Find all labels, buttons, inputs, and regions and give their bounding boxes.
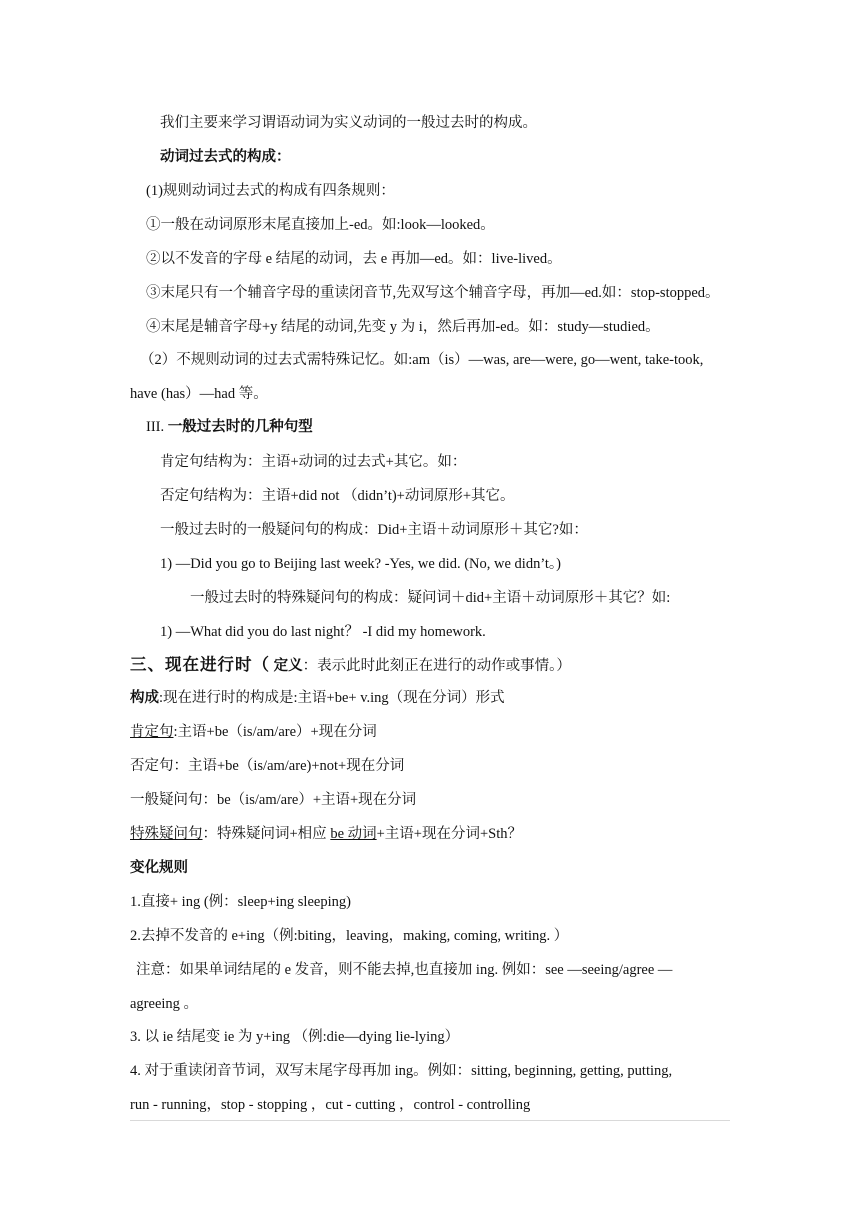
special-question-label: 特殊疑问句 [130,826,203,842]
special-question-line [130,824,522,844]
general-question-line: 一般疑问句：be（is/am/are）+主语+现在分词 [130,792,417,808]
affirmative-text: :主语+be（is/am/are）+现在分词 [173,724,377,740]
definition-text: ：表示此时此刻正在进行的动作或事情。） [302,658,571,674]
change-rules-heading: 变化规则 [130,860,188,876]
composition-text: :现在进行时的构成是:主语+be+ v.ing（现在分词）形式 [159,690,505,706]
special-question-structure: 一般过去时的特殊疑问句的构成：疑问词＋did+主语＋动词原形＋其它？如: [190,590,671,606]
affirmative-line [130,722,377,742]
present-continuous-title: 三、现在进行时（ [130,655,270,674]
section-3-heading [146,417,313,437]
rule-4: ④末尾是辅音字母+y 结尾的动词,先变 y 为 i，然后再加-ed。如：study—studied。 [146,319,660,335]
change-rule-2: 2.去掉不发音的 e+ing（例:biting，leaving，making, coming, writing. ） [130,928,569,944]
negative-structure: 否定句结构为：主语+did not （didn’t)+动词原形+其它。 [160,488,515,504]
rule-2: ②以不发音的字母 e 结尾的动词，去 e 再加—ed。如：live-lived。 [146,251,562,267]
irregular-verbs-line-1: （2）不规则动词的过去式需特殊记忆。如:am（is）—was, are—were, go—went, take-took, [140,352,704,368]
intro-text: 我们主要来学习谓语动词为实义动词的一般过去时的构成。 [160,115,537,131]
rule-3: ③末尾只有一个辅音字母的重读闭音节,先双写这个辅音字母，再加—ed.如：stop-stopped。 [146,285,720,301]
irregular-verbs-line-2: have (has）—had 等。 [130,386,268,402]
change-rule-4-line-1: 4. 对于重读闭音节词，双写末尾字母再加 ing。例如：sitting, beginning, getting, putting, [130,1063,673,1079]
example-2: 1) —What did you do last night？ -I did my homework. [160,624,486,640]
change-rule-3: 3. 以 ie 结尾变 ie 为 y+ing （例:die—dying lie-lying） [130,1029,460,1045]
special-question-text-a: ：特殊疑问词+相应 [202,826,331,842]
bottom-divider [130,1120,730,1121]
composition-line [130,688,505,708]
be-verb-underlined: be 动词 [330,826,377,842]
affirmative-structure: 肯定句结构为：主语+动词的过去式+其它。如： [160,454,467,470]
regular-rules-intro: (1)规则动词过去式的构成有四条规则： [146,183,395,199]
section-3-number: III. [146,419,165,435]
change-rule-1: 1.直接+ ing (例：sleep+ing sleeping) [130,894,351,910]
section-3-title: 一般过去时的几种句型 [167,419,313,435]
present-continuous-heading [130,655,571,676]
definition-label: 定义 [273,658,303,674]
change-rule-4-line-2: run - running，stop - stopping ，cut - cutting ，control - controlling [130,1097,531,1113]
example-1: 1) —Did you go to Beijing last week? -Yes, we did. (No, we didn’t。) [160,556,561,572]
rule-1: ①一般在动词原形末尾直接加上-ed。如:look—looked。 [146,217,495,233]
note-line-2: agreeing 。 [130,996,199,1012]
note-line-1: 注意：如果单词结尾的 e 发音，则不能去掉,也直接加 ing. 例如：see —seeing/agree — [136,962,673,978]
special-question-text-b: +主语+现在分词+Sth？ [376,826,522,842]
affirmative-label: 肯定句 [130,724,174,740]
general-question-structure: 一般过去时的一般疑问句的构成：Did+主语＋动词原形＋其它?如： [160,522,588,538]
negative-line: 否定句：主语+be（is/am/are)+not+现在分词 [130,758,405,774]
past-form-heading: 动词过去式的构成： [160,149,291,165]
composition-label: 构成 [130,690,159,706]
